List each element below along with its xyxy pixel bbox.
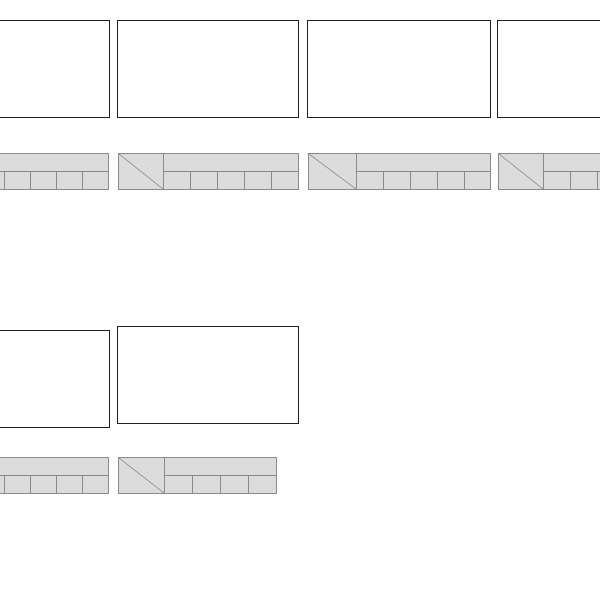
col-header [571,172,598,190]
header-port-r [357,154,491,172]
col-header [411,172,438,190]
table-b [118,153,299,190]
col-header [31,172,57,190]
table-e [0,457,109,494]
col-header [83,476,109,494]
fitting-drawing-6 [117,326,299,424]
col-header [31,476,57,494]
fitting-drawing-4 [497,20,600,118]
col-header [164,172,191,190]
col-header [57,172,83,190]
corner-header [309,154,357,190]
table-d [498,153,600,190]
col-header [5,172,31,190]
col-header [218,172,245,190]
fitting-drawing-5 [0,330,110,428]
header-tube-od [164,154,299,172]
corner-header [119,154,164,190]
corner-header [119,458,165,494]
col-header [245,172,272,190]
fitting-drawing-2 [117,20,299,118]
header-tube-od [0,154,109,172]
header-port-short [544,154,600,172]
col-header [544,172,571,190]
col-header [465,172,491,190]
col-header [221,476,249,494]
col-header [5,476,31,494]
table-c [308,153,491,190]
fitting-drawing-3 [307,20,491,118]
col-header [83,172,109,190]
col-header [438,172,465,190]
corner-header [499,154,544,190]
header-port-r [165,458,277,476]
table-a [0,153,109,190]
col-header [357,172,384,190]
col-header [272,172,299,190]
col-header [191,172,218,190]
col-header [165,476,193,494]
col-header [57,476,83,494]
header-tube-od [0,458,109,476]
col-header [249,476,277,494]
table-f [118,457,277,494]
fitting-drawing-1 [0,20,110,118]
col-header [193,476,221,494]
col-header [384,172,411,190]
